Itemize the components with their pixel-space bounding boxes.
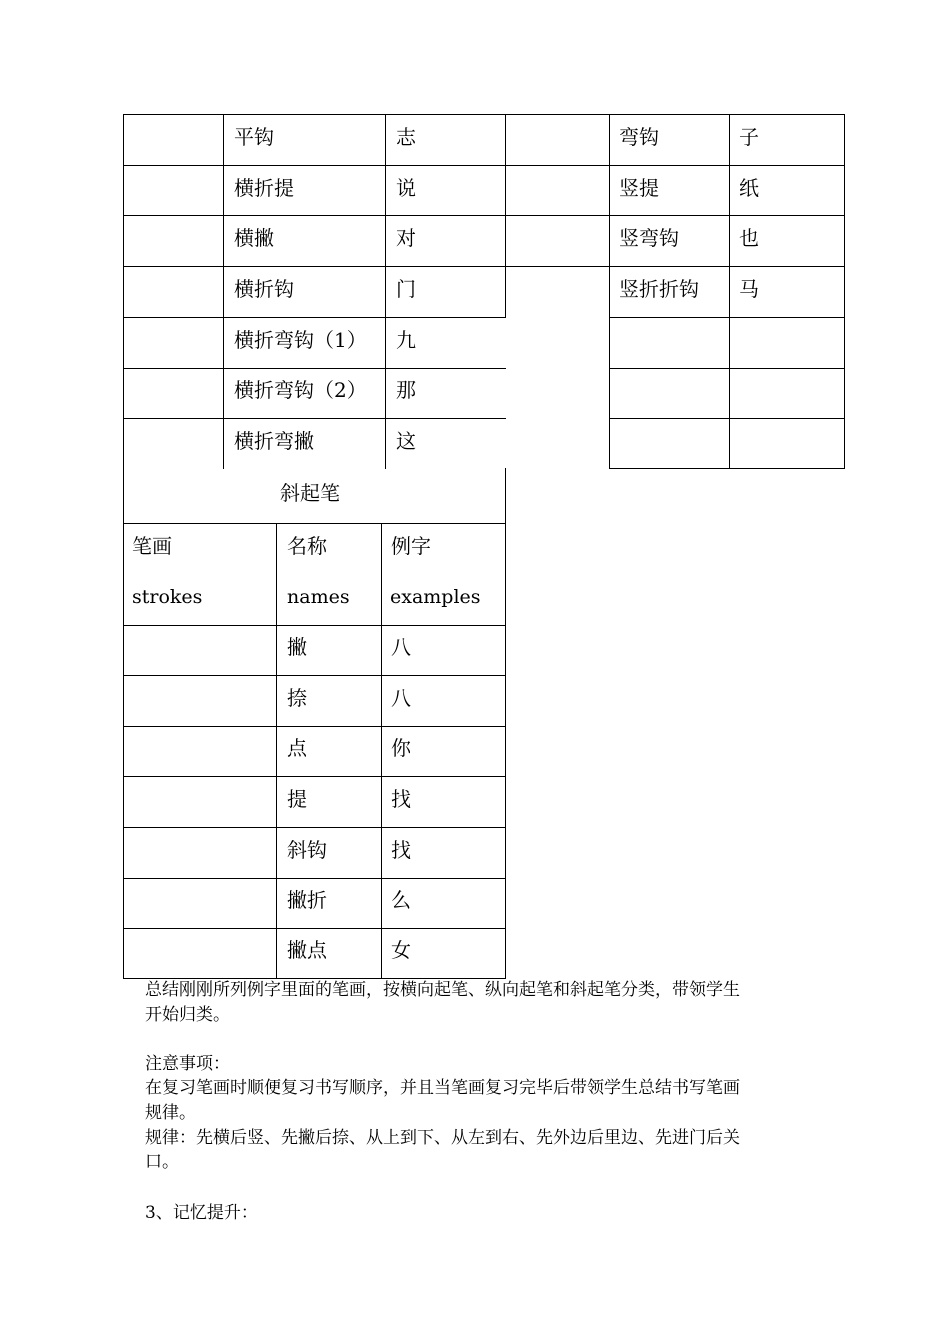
- example-char-cell: 找: [391, 838, 411, 862]
- example-char-cell: 纸: [739, 176, 759, 200]
- notes-line-2: 规律。: [145, 1103, 196, 1123]
- example-char-cell: 八: [391, 686, 411, 710]
- stroke-name-cell: 横折弯钩（2）: [234, 378, 367, 402]
- example-char-cell: 马: [739, 277, 759, 301]
- example-char-cell: 子: [739, 125, 759, 149]
- stroke-name-cell: 撇点: [287, 938, 327, 962]
- stroke-name-cell: 竖弯钩: [619, 226, 679, 250]
- example-char-cell: 志: [396, 125, 416, 149]
- stroke-name-cell: 斜钩: [287, 838, 327, 862]
- rule-line-1: 规律：先横后竖、先撇后捺、从上到下、从左到右、先外边后里边、先进门后关: [145, 1128, 740, 1148]
- example-char-cell: 么: [391, 888, 411, 912]
- example-char-cell: 对: [396, 226, 416, 250]
- stroke-name-cell: 横撇: [234, 226, 274, 250]
- example-char-cell: 说: [396, 176, 416, 200]
- example-char-cell: 这: [396, 429, 416, 453]
- example-char-cell: 你: [391, 736, 411, 760]
- stroke-name-cell: 提: [287, 787, 307, 811]
- table-title: 斜起笔: [280, 481, 340, 505]
- summary-line-2: 开始归类。: [145, 1005, 230, 1025]
- stroke-name-cell: 撇: [287, 635, 307, 659]
- stroke-name-cell: 横折提: [234, 176, 294, 200]
- example-char-cell: 九: [396, 328, 416, 352]
- stroke-name-cell: 横折弯钩（1）: [234, 328, 367, 352]
- stroke-name-cell: 捺: [287, 686, 307, 710]
- example-char-cell: 也: [739, 226, 759, 250]
- stroke-name-cell: 竖提: [619, 176, 659, 200]
- stroke-name-cell: 平钩: [234, 125, 274, 149]
- example-char-cell: 女: [391, 938, 411, 962]
- example-char-cell: 那: [396, 378, 416, 402]
- header-names-cn: 名称: [287, 534, 327, 558]
- stroke-name-cell: 弯钩: [619, 125, 659, 149]
- rule-line-2: 口。: [145, 1152, 179, 1172]
- example-char-cell: 八: [391, 635, 411, 659]
- stroke-name-cell: 竖折折钩: [619, 277, 699, 301]
- summary-line-1: 总结刚刚所列例字里面的笔画，按横向起笔、纵向起笔和斜起笔分类，带领学生: [145, 980, 740, 1000]
- stroke-name-cell: 横折钩: [234, 277, 294, 301]
- header-examples-cn: 例字: [391, 534, 431, 558]
- notes-line-1: 在复习笔画时顺便复习书写顺序，并且当笔画复习完毕后带领学生总结书写笔画: [145, 1078, 740, 1098]
- header-strokes-en: strokes: [132, 586, 203, 608]
- header-strokes-cn: 笔画: [132, 534, 172, 558]
- stroke-name-cell: 横折弯撇: [234, 429, 314, 453]
- stroke-name-cell: 点: [287, 736, 307, 760]
- header-names-en: names: [287, 586, 350, 608]
- stroke-name-cell: 撇折: [287, 888, 327, 912]
- example-char-cell: 找: [391, 787, 411, 811]
- notes-heading: 注意事项：: [145, 1054, 230, 1074]
- example-char-cell: 门: [396, 277, 416, 301]
- header-examples-en: examples: [390, 586, 481, 608]
- section-heading-3: 3、记忆提升：: [145, 1203, 258, 1223]
